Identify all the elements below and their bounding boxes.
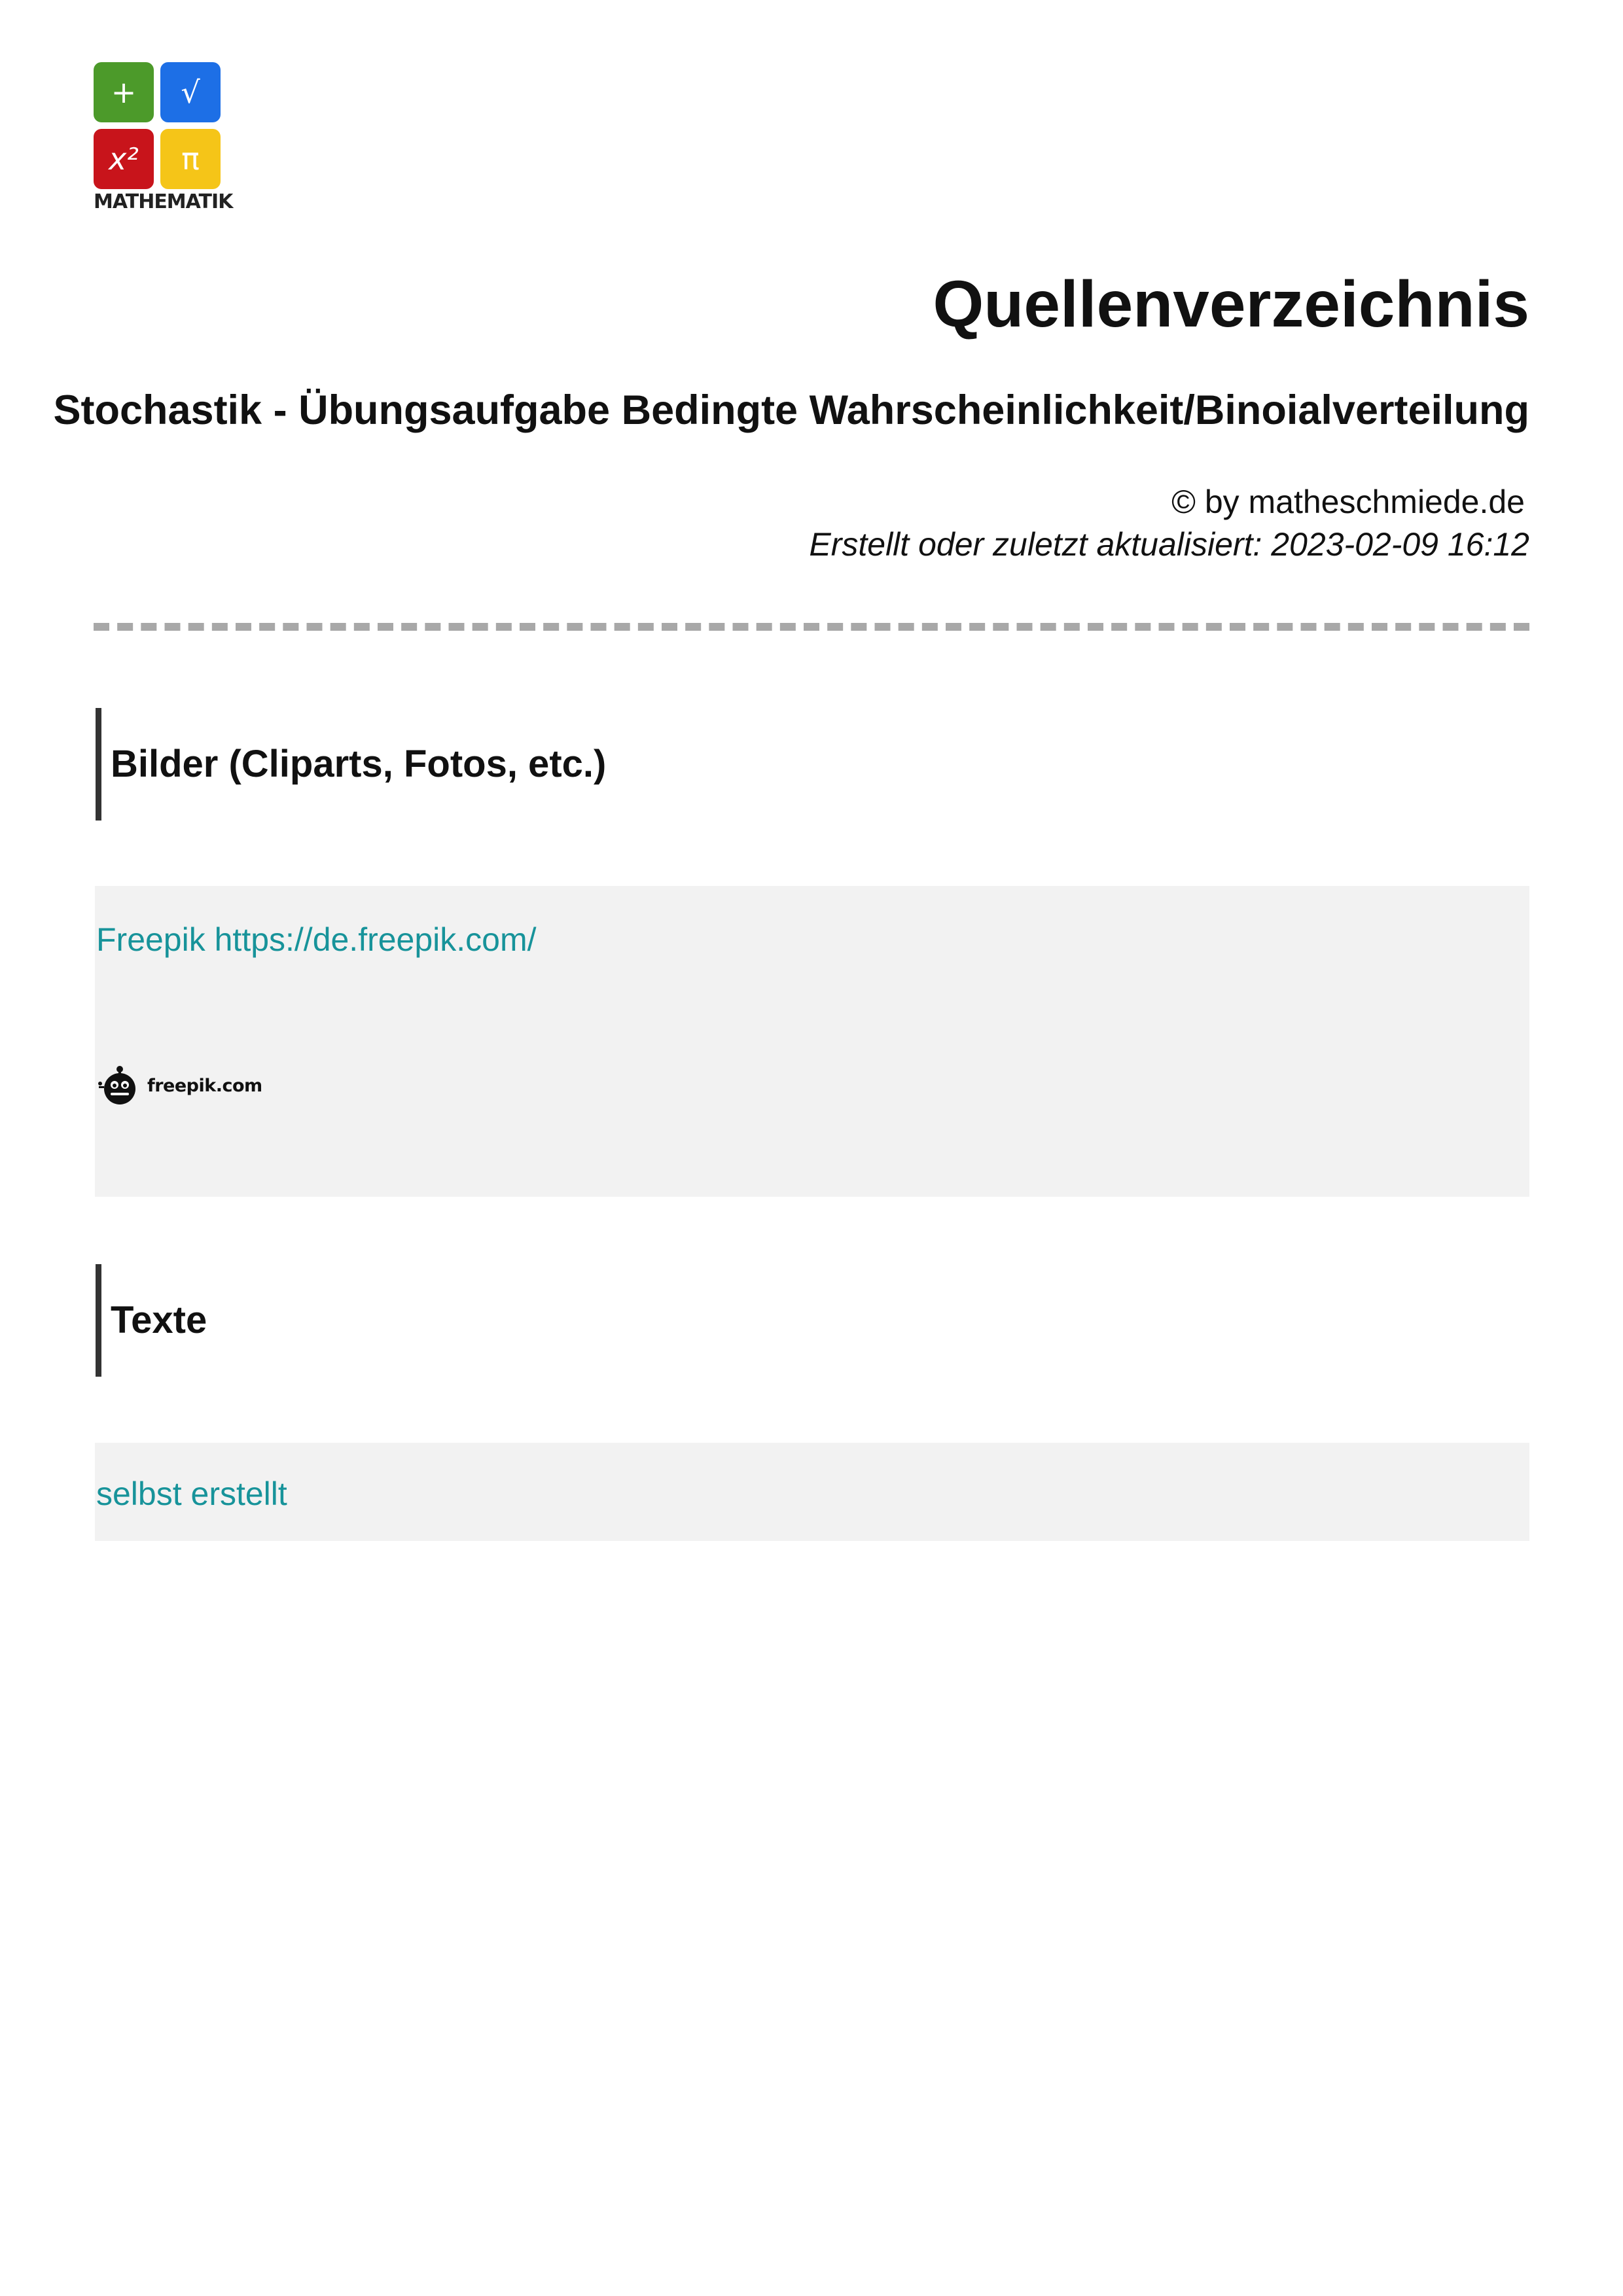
page-title: Quellenverzeichnis <box>933 268 1529 341</box>
logo-text: MATHEMATIK <box>94 190 233 213</box>
sources-box-texts <box>95 1443 1529 1541</box>
dashed-divider <box>94 623 1529 631</box>
pi-icon: π <box>160 129 221 189</box>
x-squared-icon: x² <box>94 129 154 189</box>
page-subtitle: Stochastik - Übungsaufgabe Bedingte Wahrscheinlichkeit/Binoialverteilung <box>53 387 1529 433</box>
self-created-link[interactable]: selbst erstellt <box>96 1475 287 1512</box>
freepik-logo <box>96 1064 262 1107</box>
section-heading-texts: Texte <box>96 1264 1522 1377</box>
mathematik-logo <box>94 62 233 217</box>
freepik-logo-text: freepik.com <box>147 1076 262 1096</box>
section-heading-images: Bilder (Cliparts, Fotos, etc.) <box>96 708 1522 821</box>
square-root-icon: √ <box>160 62 221 122</box>
last-updated: Erstellt oder zuletzt aktualisiert: 2023-02-09 16:12 <box>809 526 1529 563</box>
freepik-robot-icon <box>96 1064 142 1107</box>
sources-box-images <box>95 886 1529 1197</box>
copyright-notice: © by matheschmiede.de <box>1171 484 1525 520</box>
freepik-link[interactable]: Freepik https://de.freepik.com/ <box>96 921 537 958</box>
plus-icon: + <box>94 62 154 122</box>
